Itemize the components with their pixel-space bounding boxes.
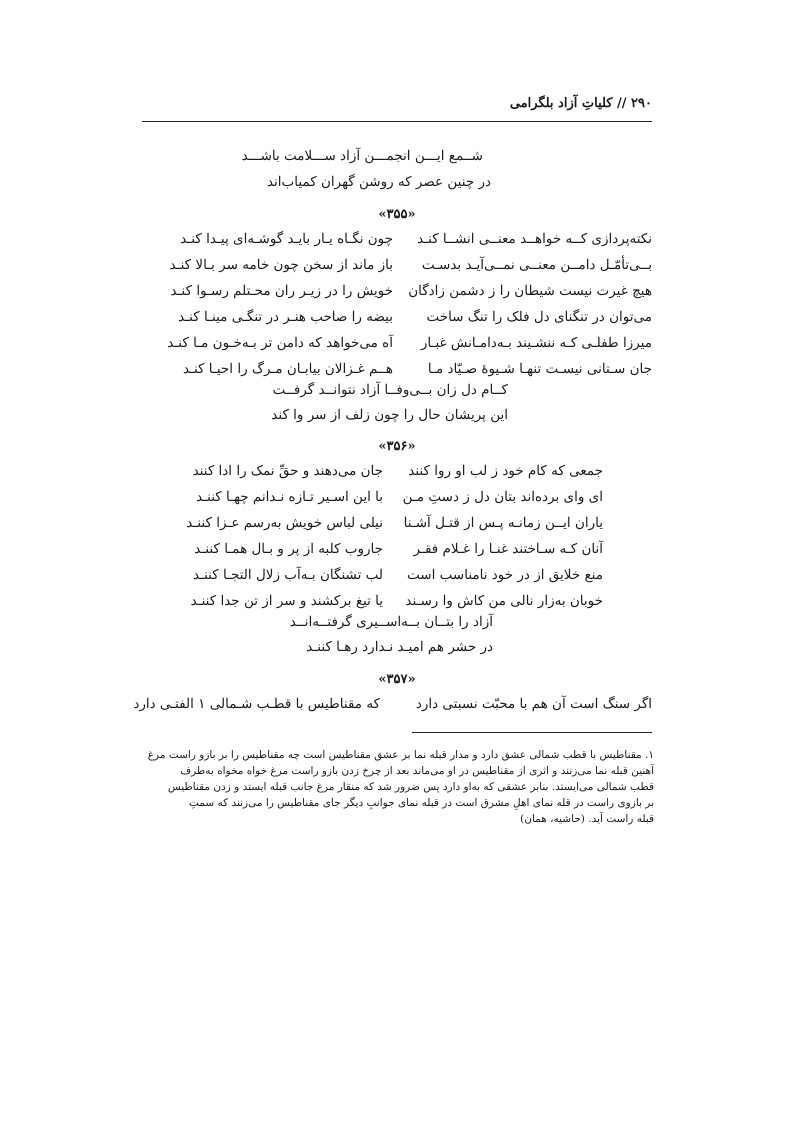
couplet-356-1-a: جمعی که کام خود ز لب او روا کنند [408,463,603,479]
couplet-356-1-b: جان می‌دهند و حقِّ نمک را ادا کنند [192,463,383,479]
couplet-356-3-b: نیلی لباس خویش به‌رسم عـزا کننـد [186,515,383,531]
couplet-357-1-a: اگر سنگ است آن هم با محبّت نسبتی دارد [415,696,652,712]
couplet-355-2-b: باز ماند از سخن چون خامه سر بـالا کنـد [169,257,393,273]
end-356-line-2: در حشر هم امیـد نـدارد رهـا کننـد [306,639,493,655]
couplet-355-4-b: بیضه را صاحب هنـر در تنگـی مینـا کنـد [178,309,393,325]
couplet-355-5-a: میرزا طفلـی کـه ننشـیند بـه‌دامـانش غبـار [420,335,652,351]
poem-number-357: «۳۵۷» [378,672,416,687]
couplet-356-2-a: ای وای برده‌اند بتان دل ز دستِ مـن [402,489,603,505]
poem-number-356: «۳۵۶» [378,439,416,454]
footnote-line-4: بر بازوی راست در قله نمای اهلِ مشرق است در قبله نمای جوانبِ دیگر جای مقناطیس را می‌زنند که سمتِ [188,797,654,809]
couplet-355-3-a: هیچ غیرت نیست شیطان را ز دشمن زادگان [408,283,652,299]
couplet-356-6-a: خوبان به‌زار نالی من کاش وا رسـند [405,593,603,609]
couplet-355-4-a: می‌توان در تنگنای دل فلک را تنگ ساخت [426,309,652,325]
couplet-355-6-a: جان سـتانی نیسـت تنهـا شـیوهٔ صـیّاد مـا [427,361,652,377]
couplet-356-6-b: یا تیغ برکشند و سر از تن جدا کننـد [190,593,383,609]
couplet-356-4-a: آنان کـه سـاختند غنـا را غـلام فقـر [413,541,603,557]
footnote-line-2: آهنین قبله نما می‌زنند و اثری از مقناطیس در او می‌ماند بعد از چرخ زدن بازو راست مرغ خواه مخواه به‌طرف [180,765,654,777]
footnote-line-3: قطب شمالی می‌ایستد. بنابر عشقی که به‌او دارد پس ضرور شد که منقار مرغ جانب قبله ایستد و زدن مقناطیس [167,781,654,793]
couplet-355-3-b: خویش را در زیـر ران محـتلم رسـوا کنـد [170,283,393,299]
couplet-356-5-b: لب تشنگان بـه‌آب زلال التجـا کننـد [193,567,383,583]
footnote-rule [412,732,652,733]
couplet-355-1-a: نکته‌پردازی کــه خواهــد معنــی انشــا کنـد [417,231,652,247]
couplet-356-5-a: منع خلایق از در خود نامناسب است [407,567,603,583]
couplet-355-6-b: هــم غـزالان بیابـان مـرگ را احیـا کنـد [182,361,393,377]
running-header: ۲۹۰ // کلیاتِ آزاد بلگرامی [509,96,652,111]
header-rule [142,121,652,122]
couplet-355-2-a: بــی‌تأمّـل دامــن معنــی نمــی‌آیـد بدسـت [421,257,652,273]
end-355-line-2: این پریشان حال را چون زلف از سر وا کند [271,407,508,423]
footnote-line-1: ۱. مقناطیس با قطب شمالی عشق دارد و مدار قبله نما بر عشق مقناطیس است چه مقناطیس را بر بازو راست مرغ [147,749,654,761]
couplet-356-3-a: یاران ایــن زمانـه پـس از قتـل آشـنا [403,515,603,531]
couplet-355-5-b: آه می‌خواهد که دامن تر بـه‌خـون مـا کنـد [167,335,393,351]
intro-line-2: در چنین عصر که روشن گهران کمیاب‌اند [266,174,491,190]
couplet-355-1-b: چون نگـاه یـار بایـد گوشـه‌ای پیـدا کنـد [180,231,393,247]
end-355-line-1: کــام دل زان بــی‌وفــا آزاد نتوانــد گرفــت [272,382,508,398]
end-356-line-1: آزاد را بتــان بــه‌اســیری گرفتــه‌انــد [289,614,493,630]
couplet-356-2-b: با این اسـیر تـازه نـدانم چهـا کننـد [196,489,383,505]
couplet-356-4-b: جاروب کلبه از پر و بـال همـا کننـد [194,541,383,557]
intro-line-1: شــمع ایـــن انجمـــن آزاد ســـلامت باشـــد [241,148,483,164]
footnote [140,748,654,828]
footnote-line-5: قبله راست آید. (حاشیه، همان) [520,813,654,825]
poem-number-355: «۳۵۵» [378,207,416,222]
couplet-357-1-b: که مقناطیس با قطـب شـمالی ۱ الفتـی دارد [133,696,380,712]
